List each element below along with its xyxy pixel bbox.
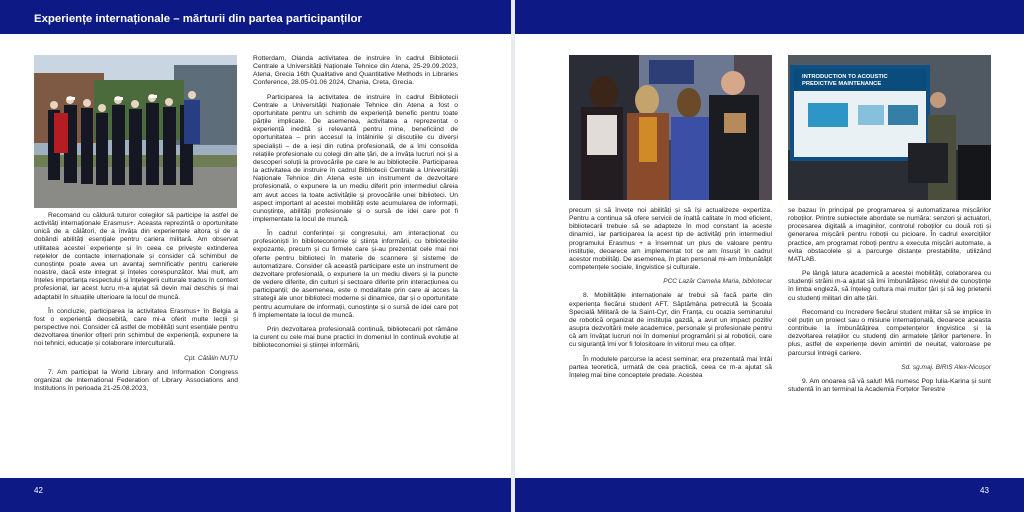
text-column-4	[788, 207, 991, 400]
paragraph: 9. Am onoarea să vă salut! Mă numesc Pop Iulia-Karina și sunt studentă în an terminal la Academia Forțelor Terestre	[788, 377, 991, 393]
paragraph: Recomand cu încredere fiecărui student militar să se implice în cel puțin un proiect sau o misiune internațională, deoarece aceasta contribuie la îmbunătățirea competențelor lingvistice și la dezvoltarea relațiilor cu studenți din armatele țărilor partenere. În plus, astfel de experiențe devin amintiri de neuitat, valoroase pe parcursul întregii cariere.	[788, 308, 991, 357]
page-gutter	[511, 0, 515, 512]
photo-officers-group	[34, 55, 237, 208]
page-number-left: 42	[34, 486, 43, 495]
footer-band-right	[514, 478, 1024, 512]
signature: Cpt. Cătălin NUȚU	[184, 354, 238, 362]
signature: PCC Lazăr Camelia Maria, bibliotecar	[663, 278, 772, 286]
slide-title-line1: INTRODUCTION TO ACOUSTIC	[802, 74, 888, 80]
signature: Sd. sg.maj. BIRIȘ Alex-Nicușor	[901, 363, 991, 371]
paragraph: Prin dezvoltarea profesională continuă, bibliotecarii pot rămâne la curent cu cele mai bune practici în domeniul în continuă evoluție al biblioteconomiei și științei informării,	[253, 325, 458, 350]
paragraph: Pe lângă latura academică a acestei mobilități, colaborarea cu studenții străini m-a ajutat să îmi îmbunătățesc nivelul de cunoștințe în limba engleză, să înțeleg cultura mai multor țări și să leg prietenii cu studenți militari din alte țări.	[788, 270, 991, 302]
header-band-right	[514, 0, 1024, 34]
paragraph: În modulele parcurse la acest seminar, era prezentată mai întâi partea teoretică, urmată de cea practică, ceea ce m-a ajutat să înțeleg mai bine conceptele predate. Acestea	[569, 355, 772, 379]
slide-title	[802, 74, 888, 88]
slide-title-line2: PREDICTIVE MAINTENANCE	[802, 81, 882, 87]
paragraph: se bazau în principal pe programarea și automatizarea mișcărilor roboților. Printre subiectele abordate se număra: senzori și actuatori, procesarea digitală a imaginilor, controlul roboților cu două roți și generarea mișcării pentru roboții cu picioare. În cadrul exercițiilor practice, am programat roboți pentru a executa mișcări automate, a evita obstacolele și a parcurge distanțe prestabilite, utilizând MATLAB.	[788, 207, 991, 263]
text-column-1	[34, 212, 238, 399]
paragraph: Participarea la activitatea de instruire în cadrul Bibliotecii Centrale a Universității Naționale Tehnice din Atena a fost o oportunitate pentru un schimb de experiență benefic pentru toate părțile implicate. De asemenea, activitatea a reprezentat o experiență inedită și relevantă pentru mine, beneficiind de oportunitatea – prin accesul la întâlnirile și discuțiile cu diverși specialiști – de a ieși din rutina profesională, de a îmi consolida relațiile profesionale cu colegi din alte țări, de a învăța lucruri noi și a descoperi soluții la provocările pe care le au bibliotecile. Participarea la activitatea de instruire în cadrul Bibliotecii Centrale a Universității Naționale Tehnice din Atena este un instrument de dezvoltare profesională, o expunere la un mediu diferit prin intermediul căreia am avut acces la toate activitățile și provocările unei biblioteci. Un aspect important al acestei mobilități este acumularea de informații, cunoștințe, abilități profesionale și o sursă de idei care pot fi implementate la locul de muncă.	[253, 93, 458, 223]
footer-band-left	[0, 478, 512, 512]
paragraph: 7. Am participat la World Library and Information Congress organizat de International Federation of Library Associations and Institutions în perioada 21-25.08.2023,	[34, 368, 238, 392]
page-title: Experiențe internaționale – mărturii din partea participanților	[34, 13, 362, 25]
photo-presentation	[788, 55, 991, 200]
paragraph: În cadrul conferinței și congresului, am interacționat cu profesioniști în biblioteconomie și știința informării, cu biblioteciile expozante, precum și cu firmele care și-au prezentat cele mai noi oferte pentru biblioteci în materie de scannere și sisteme de automatizare. Consider că această participare este un instrument de dezvoltare profesională, o expunere la un mediu divers și la puncte de vedere diferite, din culturi și sectoare diferite prin interacțiunea cu participanții; de asemenea, este o modalitate prin care ai acces la strategii ale unor biblioteci moderne și dinamice, dar și o oportunitate pentru acumulare de informații, cunoștințe și o sursă de idei care pot fi implementate la locul de muncă.	[253, 230, 458, 319]
paragraph: Recomand cu căldură tuturor colegilor să participe la astfel de activități internaționale Erasmus+. Aceasta reprezintă o oportunitate unică de a călători, de a învăța din experiențele altora și de a dobândi abilități esențiale pentru cariera militară. Am observat utilitatea acestei experiențe și în ceea ce privește extinderea rețelelor de contacte internaționale și consider că schimbul de cunoștințe poate avea un avantaj semnificativ pentru carierele noastre, dacă este integrat și înțeles corespunzător. Mai mult, am înțeles importanța respectului și înțelegerii culturale tradus în context profesional, iar acest lucru m-a ajutat să devin mai deschis și mai adaptabil în situațiile ulterioare la locul de muncă.	[34, 212, 238, 301]
text-column-3	[569, 207, 772, 386]
photo-library-group	[569, 55, 772, 200]
paragraph: Rotterdam, Olanda activitatea de instruire în cadrul Bibliotecii Centrale a Universității Naționale Tehnice din Atena, 25-29.09.2023, Atena, Grecia 16th Qualitative and Quantitative Methods in Libraries Conference, 28.05-01.06 2024, Chania, Creta, Grecia.	[253, 55, 458, 87]
paragraph: 8. Mobilitățile internaționale ar trebui să facă parte din experiența fiecărui student AFT. Săptămâna petrecută la Școala Specială Militară de la Saint-Cyr, din Franța, cu ocazia seminarului de robotică organizat de instituția gazdă, a avut un impact pozitiv asupra dezvoltării mele academice, personale și profesionale pentru că am învățat lucruri noi în domeniul programării și al roboticii, care cu siguranță îmi vor fi folositoare în viitorul meu ca ofițer.	[569, 292, 772, 349]
page-number-right: 43	[980, 486, 989, 495]
paragraph: precum și să învețe noi abilități și să își actualizeze expertiza. Pentru a continua să ofere servicii de înaltă calitate în mod eficient, bibliotecarii trebuie să se adapteze în mod constant la aceste dinamici, iar participarea la acest tip de activități prin intermediul programului Erasmus + a însemnat un plus de valoare pentru instituție, deoarece am implementat tot ce am însușit în cadrul acestor mobilități. De asemenea, în plan personal mi-am îmbunătățit competențele sociale, lingvistice și culturale.	[569, 207, 772, 272]
text-column-2	[253, 55, 458, 356]
paragraph: În concluzie, participarea la activitatea Erasmus+ în Belgia a fost o experiență deosebită, care mi-a oferit multe lecții și perspective noi. Consider că astfel de mobilități sunt esențiale pentru dezvoltarea tinerilor ofițeri prin schimbul de experiență, expunere la noi tehnici, educație și colaborare interculturală.	[34, 307, 238, 348]
